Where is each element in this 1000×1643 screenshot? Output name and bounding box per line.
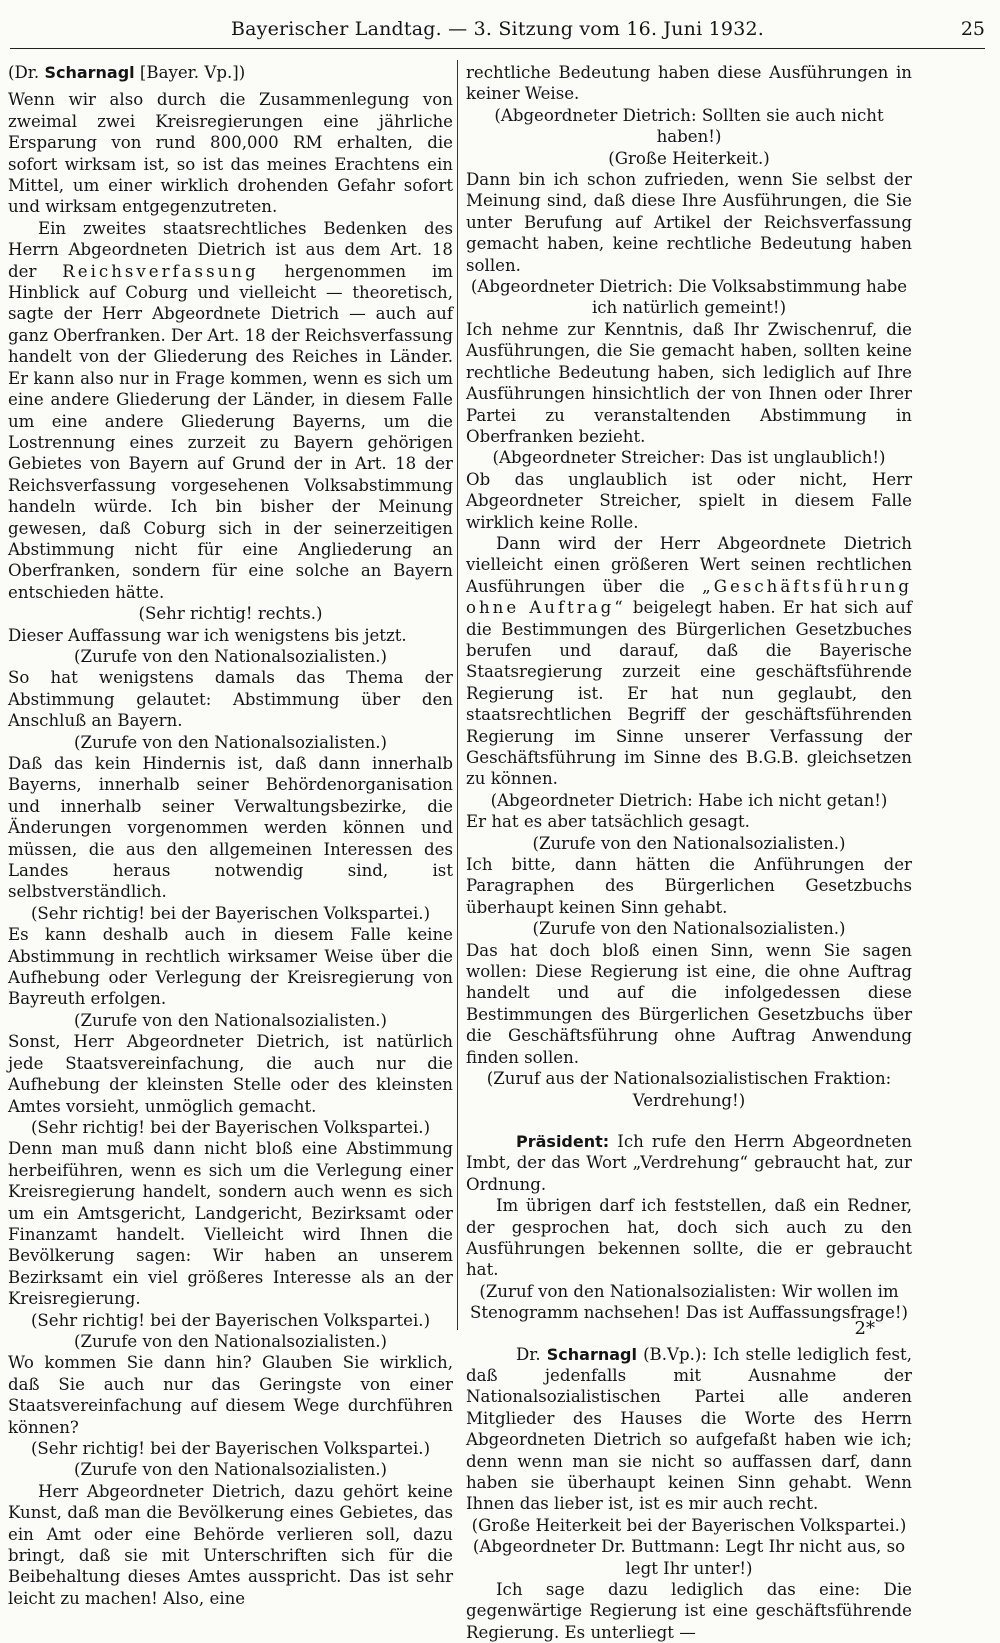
spaced-term: Reichsverfassung xyxy=(62,261,259,281)
interjection: (Zuruf von den Nationalsozialisten: Wir wollen im Stenogramm nachsehen! Das ist Auffassungsfrage!) xyxy=(470,1281,908,1323)
paragraph: rechtliche Bedeutung haben diese Ausführungen in keiner Weise. xyxy=(466,63,912,104)
paragraph: Ob das unglaublich ist oder nicht, Herr Abgeordneter Streicher, spielt in diesem Falle wirklich keine Rolle. xyxy=(466,469,912,532)
text-run: hergenommen im Hinblick auf Coburg und vielleicht — theoretisch, sagte der Herr Abgeordnete Dietrich — auch auf ganz Oberfranken. Der Art. 18 der Reichsverfassung handelt von der Gliederung des Reiches in Länder. Er kann also nur in Frage kommen, wenn es sich um eine andere Gliederung der Länder, in diesem Falle um eine andere Gliederung Bayerns, um die Lostrennung eines zurzeit zu Bayern gehörigen Gebietes von Bayern auf Grund der in Art. 18 der Reichsverfassung vorgesehenen Volksabstimmung handeln würde. Ich bin bisher der Meinung gewesen, daß Coburg sich in der seinerzeitigen Abstimmung nicht für eine Angliederung an Oberfranken, sondern für eine solche an Bayern entschieden hätte. xyxy=(8,261,453,602)
interjection: (Sehr richtig! bei der Bayerischen Volkspartei.) xyxy=(30,1117,431,1137)
interjection: (Sehr richtig! bei der Bayerischen Volkspartei.) xyxy=(30,1439,431,1458)
paragraph: Dieser Auffassung war ich wenigstens bis jetzt. xyxy=(8,625,407,645)
paragraph: Wo kommen Sie dann hin? Glauben Sie wirklich, daß Sie auch nur das Geringste von einer Staatsvereinfachung auf diesem Wege durchführen können? xyxy=(8,1353,453,1437)
president-label: Präsident: xyxy=(516,1131,610,1151)
page-header xyxy=(10,8,985,49)
page-number: 25 xyxy=(960,18,985,40)
paragraph: Das hat doch bloß einen Sinn, wenn Sie sagen wollen: Diese Regierung ist eine, die ohne Auftrag handelt und auf die infolgedessen diese Bestimmungen des Bürgerlichen Gesetzbuchs über die Geschäftsführung ohne Auftrag Anwendung finden sollen. xyxy=(466,940,912,1067)
spaced-term: „Geschäftsführung ohne Auftrag“ xyxy=(466,576,912,618)
right-column xyxy=(466,62,913,1642)
paragraph: So hat wenigstens damals das Thema der Abstimmung gelautet: Abstimmung über den Anschluß an Bayern. xyxy=(8,668,453,731)
interjection: (Zurufe von den Nationalsozialisten.) xyxy=(73,1331,388,1351)
interjection: (Abgeordneter Dietrich: Sollten sie auch nicht haben!) xyxy=(494,105,884,147)
paragraph: Ich sage dazu lediglich das eine: Die gegenwärtige Regierung ist eine geschäftsführende Regierung. Es unterliegt — xyxy=(466,1580,912,1642)
interjection: (Zurufe von den Nationalsozialisten.) xyxy=(532,833,846,853)
signature-mark: 2* xyxy=(854,1318,875,1339)
speaker-name: Scharnagl xyxy=(44,63,135,82)
paragraph: Es kann deshalb auch in diesem Falle keine Abstimmung in rechtlich wirksamer Weise über die Aufhebung oder Verlegung der Kreisregierung von Bayreuth erfolgen. xyxy=(8,925,453,1009)
column-divider xyxy=(457,60,458,1330)
left-column xyxy=(8,62,453,1608)
interjection: (Zurufe von den Nationalsozialisten.) xyxy=(73,1460,388,1480)
interjection: (Große Heiterkeit bei der Bayerischen Volkspartei.) xyxy=(471,1515,907,1535)
interjection: (Zurufe von den Nationalsozialisten.) xyxy=(532,919,846,939)
interjection: (Abgeordneter Dietrich: Die Volksabstimmung habe ich natürlich gemeint!) xyxy=(470,277,908,318)
interjection: (Abgeordneter Dr. Buttmann: Legt Ihr nicht aus, so legt Ihr unter!) xyxy=(472,1537,906,1578)
text-run: (B.Vp.): Ich stelle lediglich fest, daß jedenfalls mit Ausnahme der Nationalsozialistischen Partei alle anderen Mitglieder des Hauses die Worte des Herrn Abgeordneten Dietrich so aufgefaßt haben wie ich; denn wenn man sie nicht so auffassen darf, dann haben sie überhaupt keinen Sinn gehabt. Wenn Ihnen das lieber ist, ist es mir auch recht. xyxy=(466,1344,912,1514)
paragraph: Sonst, Herr Abgeordneter Dietrich, ist natürlich jede Staatsvereinfachung, die auch nur die Aufhebung der kleinsten Stelle oder des kleinsten Amtes vorsieht, unmöglich gemacht. xyxy=(8,1032,453,1116)
paragraph: Denn man muß dann nicht bloß eine Abstimmung herbeiführen, wenn es sich um die Verlegung einer Kreisregierung handelt, sondern auch wenn es sich um ein Amtsgericht, Landgericht, Bezirksamt oder Finanzamt handelt. Vielleicht wird Ihnen die Bevölkerung sagen: Wir haben an unserem Bezirksamt ein viel größeres Interesse als an der Kreisregierung. xyxy=(8,1139,453,1309)
interjection: (Zurufe von den Nationalsozialisten.) xyxy=(73,646,388,666)
paragraph: Ich bitte, dann hätten die Anführungen der Paragraphen des Bürgerlichen Gesetzbuchs überhaupt keinen Sinn gehabt. xyxy=(466,855,912,917)
interjection: (Sehr richtig! bei der Bayerischen Volkspartei.) xyxy=(30,903,431,923)
paragraph: Herr Abgeordneter Dietrich, dazu gehört keine Kunst, daß man die Bevölkerung eines Gebietes, das ein Amt oder eine Behörde verlieren soll, dazu bringt, daß sie mit Unterschriften sich für die Beibehaltung dieses Amtes ausspricht. Das ist sehr leicht zu machen! Also, eine xyxy=(8,1481,453,1608)
interjection: (Abgeordneter Streicher: Das ist unglaublich!) xyxy=(492,448,886,468)
paragraph: Wenn wir also durch die Zusammenlegung von zweimal zwei Kreisregierungen eine jährliche Ersparung von rund 800,000 RM erhalten, die sofort wirksam ist, so ist das meines Erachtens ein Mittel, um einer wirklich drohenden Gefahr sofort und wirksam entgegenzutreten. xyxy=(8,90,453,217)
speaker-prefix: Dr. xyxy=(516,1344,547,1364)
paragraph xyxy=(466,533,912,790)
interjection: (Sehr richtig! bei der Bayerischen Volkspartei.) xyxy=(30,1310,431,1330)
speaker-name: Scharnagl xyxy=(546,1344,637,1364)
interjection: (Zuruf aus der Nationalsozialistischen Fraktion: Verdrehung!) xyxy=(486,1069,892,1110)
text-run: beigelegt haben. Er hat sich auf die Bestimmungen des Bürgerlichen Gesetzbuches berufen und darauf, daß die Bayerische Staatsregierung zurzeit eine geschäftsführende Regierung ist. Er hat nun geglaubt, den staatsrechtlichen Begriff der geschäftsführenden Regierung im Sinne unserer Verfassung der Geschäftsführung im Sinne des B.G.B. gleichsetzen zu können. xyxy=(466,598,913,789)
text-run: Ein zweites staatsrechtliches Bedenken des Herrn Abgeordneten Dietrich ist aus dem Art. 18 der xyxy=(8,218,453,281)
speaker-prefix: (Dr. xyxy=(8,63,45,82)
interjection: (Zurufe von den Nationalsozialisten.) xyxy=(73,1010,388,1030)
paragraph: Ich nehme zur Kenntnis, daß Ihr Zwischenruf, die Ausführungen, die Sie gemacht haben, sollten keine rechtliche Bedeutung haben, sich lediglich auf Ihre Ausführungen hinsichtlich der von Ihnen oder Ihrer Partei zu veranstaltenden Abstimmung in Oberfranken bezieht. xyxy=(466,319,912,446)
speaker-suffix: [Bayer. Vp.]) xyxy=(134,63,246,82)
paragraph: Er hat es aber tatsächlich gesagt. xyxy=(466,812,750,832)
interjection: (Große Heiterkeit.) xyxy=(608,148,770,168)
text-run: Dann wird der Herr Abgeordnete Dietrich vielleicht einen größeren Wert seinen rechtlichen Ausführungen über die xyxy=(466,533,912,596)
scharnagl-speech xyxy=(466,1344,912,1515)
interjection: (Abgeordneter Dietrich: Habe ich nicht getan!) xyxy=(490,790,888,810)
paragraph xyxy=(8,218,453,603)
text-run: Ich rufe den Herrn Abgeordneten Imbt, der das Wort „Verdrehung“ gebraucht hat, zur Ordnung. xyxy=(466,1131,912,1194)
paragraph: Daß das kein Hindernis ist, daß dann innerhalb Bayerns, innerhalb seiner Behördenorganisation und innerhalb seiner Verwaltungsbezirke, die Änderungen vorgenommen werden können und müssen, die aus den allgemeinen Interessen des Landes heraus notwendig sind, ist selbstverständlich. xyxy=(8,754,453,902)
running-title: Bayerischer Landtag. — 3. Sitzung vom 16. Juni 1932. xyxy=(230,18,765,40)
paragraph: Im übrigen darf ich feststellen, daß ein Redner, der gesprochen hat, doch sich auch zu den Ausführungen bekennen sollte, die er gebraucht hat. xyxy=(466,1196,912,1280)
speaker-continuation xyxy=(8,62,453,83)
paragraph: Dann bin ich schon zufrieden, wenn Sie selbst der Meinung sind, daß diese Ihre Ausführungen, die Sie unter Berufung auf Artikel der Reichsverfassung gemacht haben, keine rechtliche Bedeutung haben sollen. xyxy=(466,170,912,275)
interjection: (Zurufe von den Nationalsozialisten.) xyxy=(73,732,388,752)
interjection: (Sehr richtig! rechts.) xyxy=(138,604,323,624)
president-speech xyxy=(466,1131,912,1195)
